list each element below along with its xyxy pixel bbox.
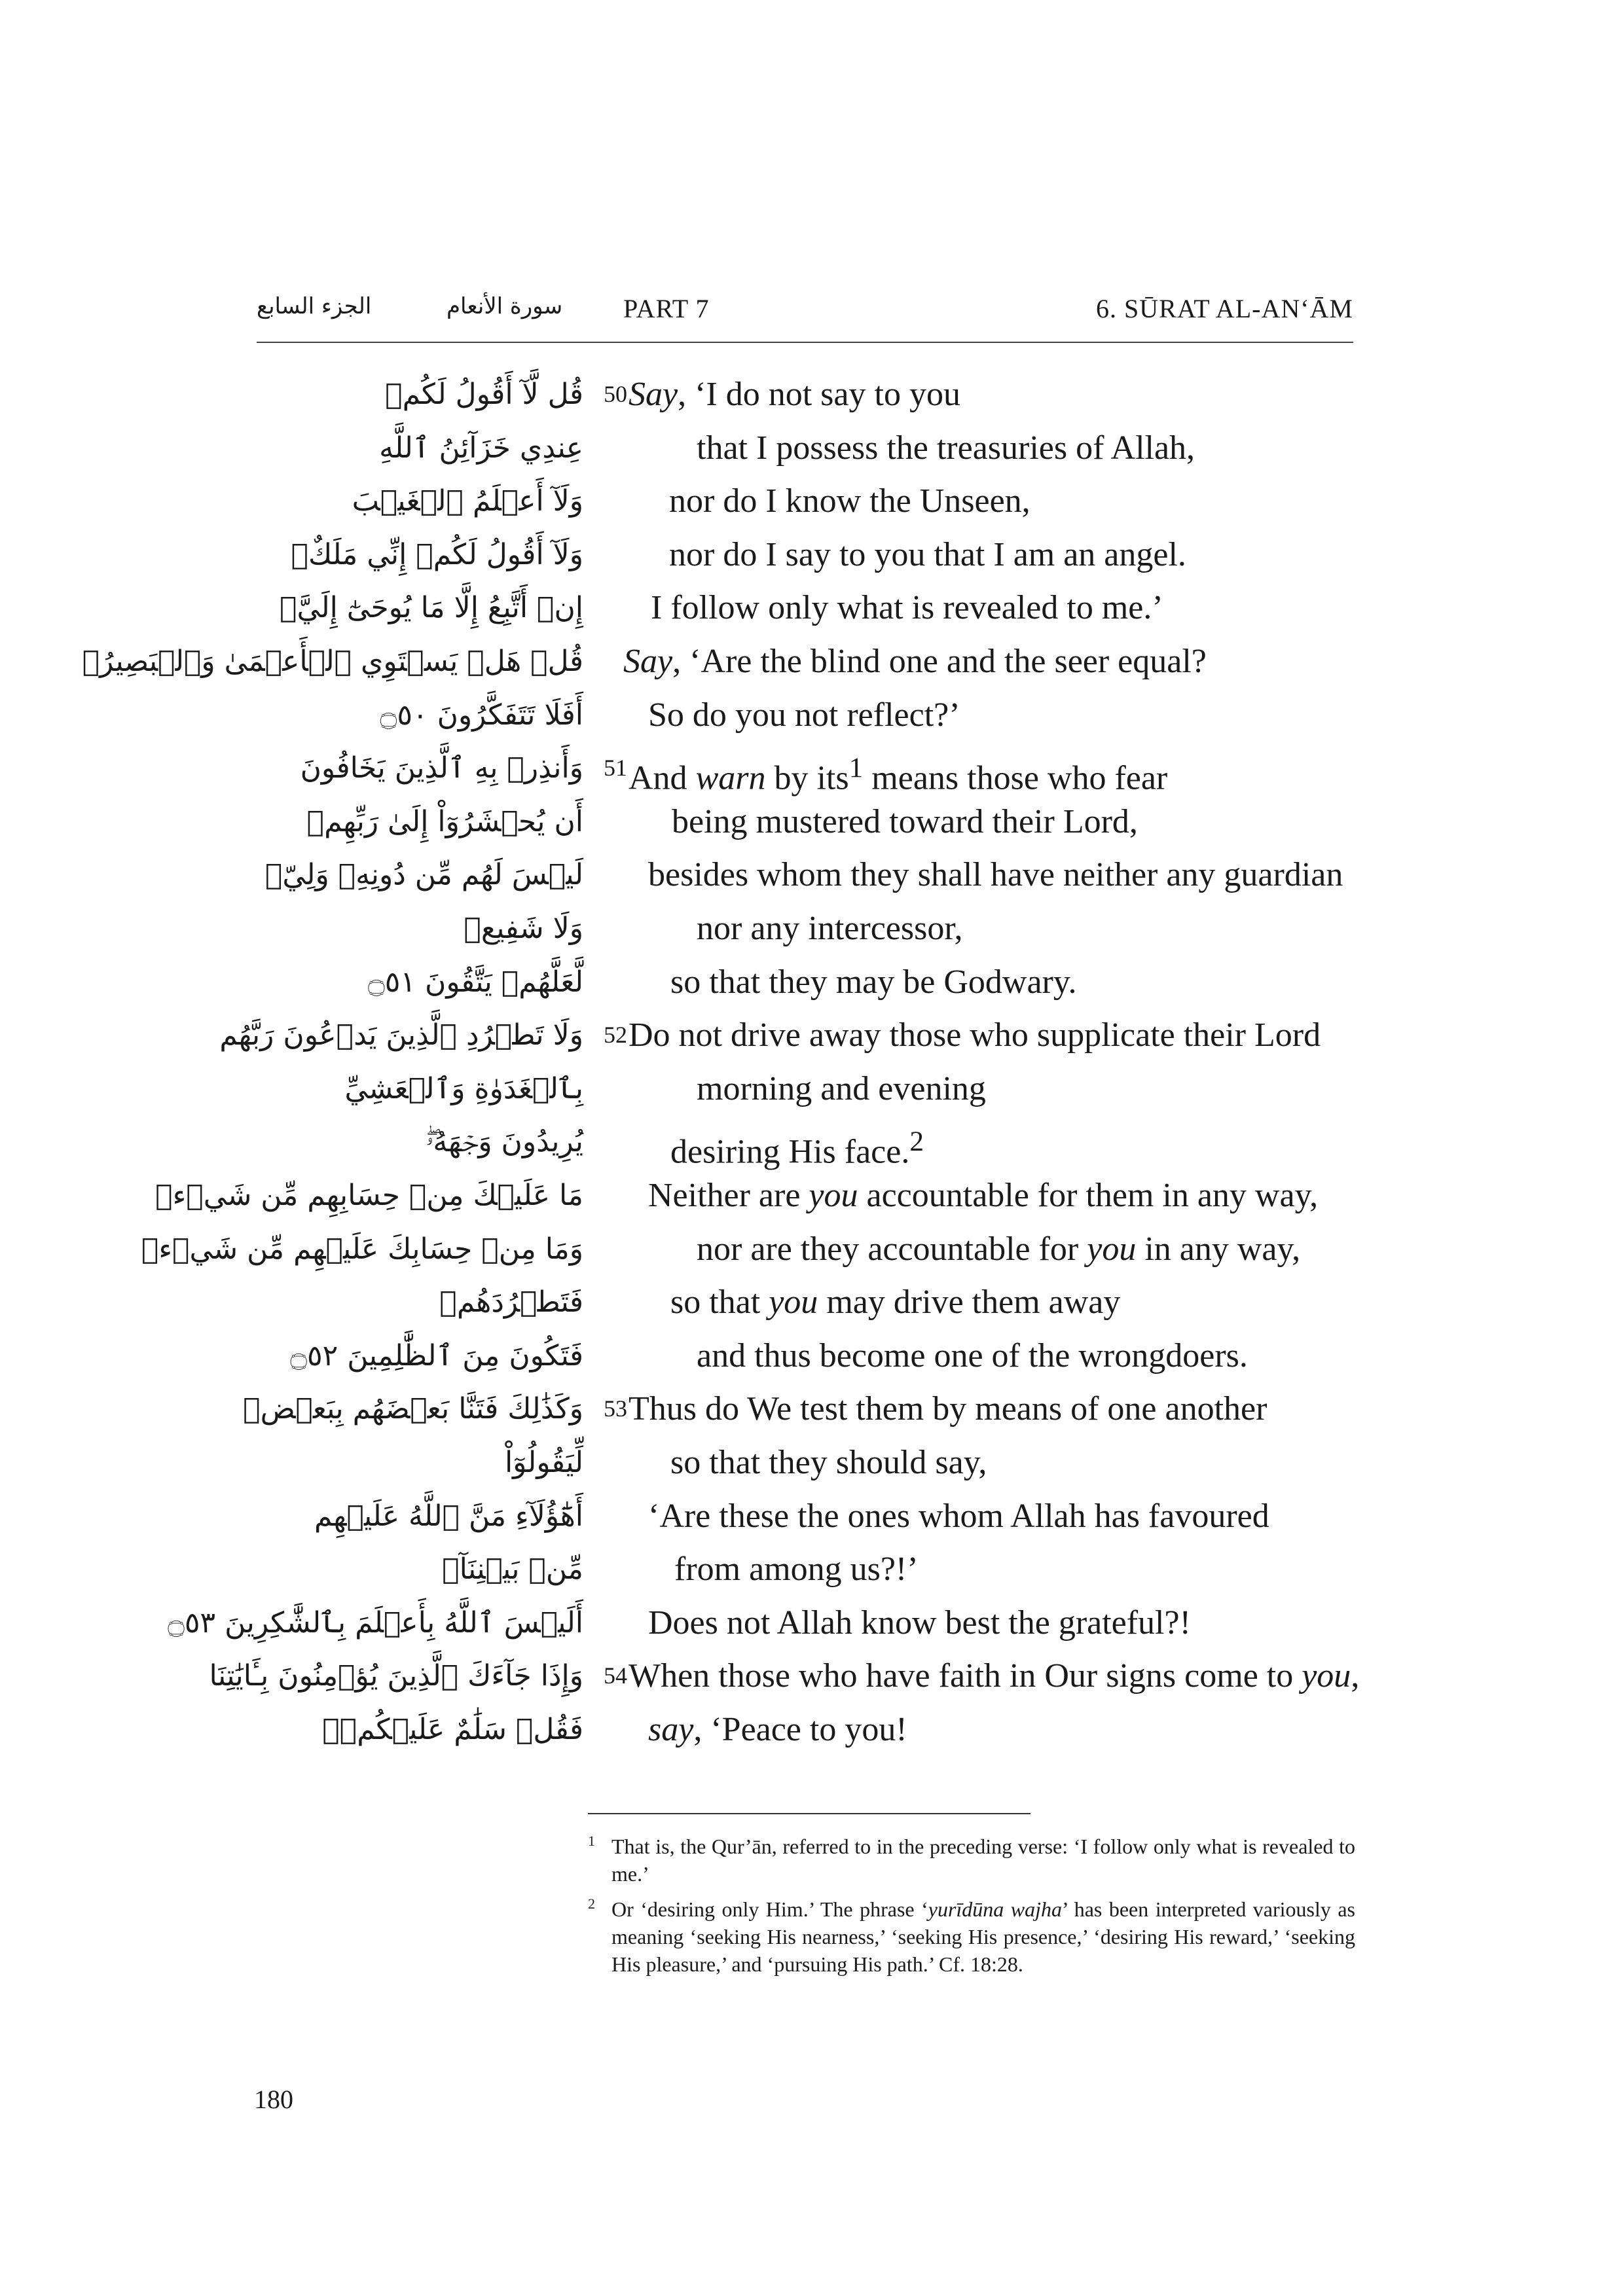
english-line: Thus do We test them by means of one another [629,1390,1267,1427]
english-line: so that you may drive them away [670,1283,1121,1321]
footnote-text: That is, the Qur’ān, referred to in the preceding verse: ‘I follow only what is revealed to me.’ [611,1835,1355,1886]
english-line: desiring His face.$^2$ [670,1126,924,1171]
english-line: say, ‘Peace to you! [648,1711,907,1748]
english-line: I follow only what is revealed to me.’ [651,589,1163,626]
verse-number: 50 [604,381,627,407]
english-line: so that they should say, [670,1444,987,1481]
arabic-line: وَمَا مِنۡ حِسَابِكَ عَلَيۡهِم مِّن شَيۡءٖ [141,1232,583,1266]
english-line: And warn by its$^1$ means those who fear [629,752,1168,797]
arabic-line: يُرِيدُونَ وَجۡهَهُۥۖ [426,1125,583,1158]
footnote-mark: 1 [588,1833,595,1849]
verse-number: 54 [604,1662,627,1689]
arabic-line: أَفَلَا تَتَفَكَّرُونَ ۝٥٠ [380,698,583,732]
verse-number: 51 [604,755,627,781]
english-line: and thus become one of the wrongdoers. [697,1337,1248,1374]
part-label: PART 7 [623,294,710,323]
footnote [588,1895,1355,1978]
running-header [257,293,1353,343]
english-line: When those who have faith in Our signs come to you, [629,1657,1360,1695]
arabic-line: فَقُلۡ سَلَٰمٌ عَلَيۡكُمۡۖ [322,1713,583,1746]
english-line: nor any intercessor, [697,910,963,947]
arabic-line: وَلَا شَفِيعٞ [464,912,583,945]
arabic-line: لَّعَلَّهُمۡ يَتَّقُونَ ۝٥١ [367,965,583,999]
arabic-line: وَلَا تَطۡرُدِ ٱلَّذِينَ يَدۡعُونَ رَبَّهُم [219,1018,583,1052]
footnote-rule [588,1813,1030,1814]
english-line: Say, ‘Are the blind one and the seer equal? [623,643,1207,680]
arabic-line: قُل لَّآ أَقُولُ لَكُمۡ [385,378,583,411]
arabic-line: أَن يُحۡشَرُوٓاْ إِلَىٰ رَبِّهِمۡ [306,805,583,838]
arabic-line: لَيۡسَ لَهُم مِّن دُونِهِۦ وَلِيّٞ [265,858,583,891]
footnote-text: Or ‘desiring only Him.’ The phrase ‘yurīdūna wajha’ has been interpreted variously as meaning ‘seeking His nearness,’ ‘seeking His presence,’ ‘desiring His reward,’ ‘seeking His pleasure,’ and ‘pursuing His path.’ Cf. 18:28. [611,1897,1356,1976]
arabic-line: قُلۡ هَلۡ يَسۡتَوِي ٱلۡأَعۡمَىٰ وَٱلۡبَصِيرُۚ [82,645,583,678]
english-line: besides whom they shall have neither any guardian [648,856,1343,893]
english-line: Neither are you accountable for them in any way, [648,1177,1319,1214]
arabic-line: لِّيَقُولُوٓاْ [504,1446,583,1479]
arabic-line: وَكَذَٰلِكَ فَتَنَّا بَعۡضَهُم بِبَعۡضٖ [243,1392,583,1426]
english-line: from among us?!’ [674,1551,919,1588]
arabic-line: وَلَآ أَقُولُ لَكُمۡ إِنِّي مَلَكٌۖ [291,538,583,571]
arabic-line: فَتَكُونَ مِنَ ٱلظَّٰلِمِينَ ۝٥٢ [290,1339,583,1372]
arabic-line: إِنۡ أَتَّبِعُ إِلَّا مَا يُوحَىٰٓ إِلَيَّۚ [280,591,583,624]
header-rule [257,342,1353,343]
arabic-line: عِندِي خَزَآئِنُ ٱللَّهِ [379,431,583,465]
surah-label: 6. SŪRAT AL-AN‘ĀM [1096,294,1353,323]
english-line: being mustered toward their Lord, [672,803,1138,840]
english-line: So do you not reflect?’ [648,696,960,734]
english-line: nor are they accountable for you in any way, [697,1230,1301,1268]
arabic-line: مِّنۢ بَيۡنِنَآۗ [442,1552,583,1586]
english-line: that I possess the treasuries of Allah, [697,429,1195,467]
english-line: morning and evening [697,1070,986,1107]
footnote-mark: 2 [588,1895,595,1912]
juz-title-arabic: الجزء السابع [257,293,372,319]
english-line: ‘Are these the ones whom Allah has favoured [648,1498,1269,1535]
arabic-line: وَأَنذِرۡ بِهِ ٱلَّذِينَ يَخَافُونَ [300,751,583,785]
footnote [588,1833,1355,1888]
verse-number: 52 [604,1022,627,1048]
english-line: Say, ‘I do not say to you [629,376,960,413]
verse-number: 53 [604,1395,627,1422]
page-number: 180 [254,2085,293,2114]
arabic-line: فَتَطۡرُدَهُمۡ [439,1285,583,1319]
english-line: Does not Allah know best the grateful?! [648,1604,1191,1641]
english-line: so that they may be Godwary. [670,963,1077,1001]
arabic-line: أَلَيۡسَ ٱللَّهُ بِأَعۡلَمَ بِٱلشَّٰكِرِينَ ۝٥٣ [168,1606,583,1640]
english-line: Do not drive away those who supplicate their Lord [629,1016,1321,1054]
arabic-line: بِٱلۡغَدَوٰةِ وَٱلۡعَشِيِّ [344,1072,583,1105]
arabic-line: أَهَٰٓؤُلَآءِ مَنَّ ٱللَّهُ عَلَيۡهِم [314,1499,583,1533]
arabic-line: وَإِذَا جَآءَكَ ٱلَّذِينَ يُؤۡمِنُونَ بِـَٔايَٰتِنَا [209,1659,583,1693]
arabic-line: مَا عَلَيۡكَ مِنۡ حِسَابِهِم مِّن شَيۡءٖ [155,1179,583,1212]
arabic-line: وَلَآ أَعۡلَمُ ٱلۡغَيۡبَ [352,484,583,518]
english-line: nor do I know the Unseen, [669,482,1030,520]
english-line: nor do I say to you that I am an angel. [669,536,1186,573]
surah-title-arabic: سورة الأنعام [447,293,563,319]
